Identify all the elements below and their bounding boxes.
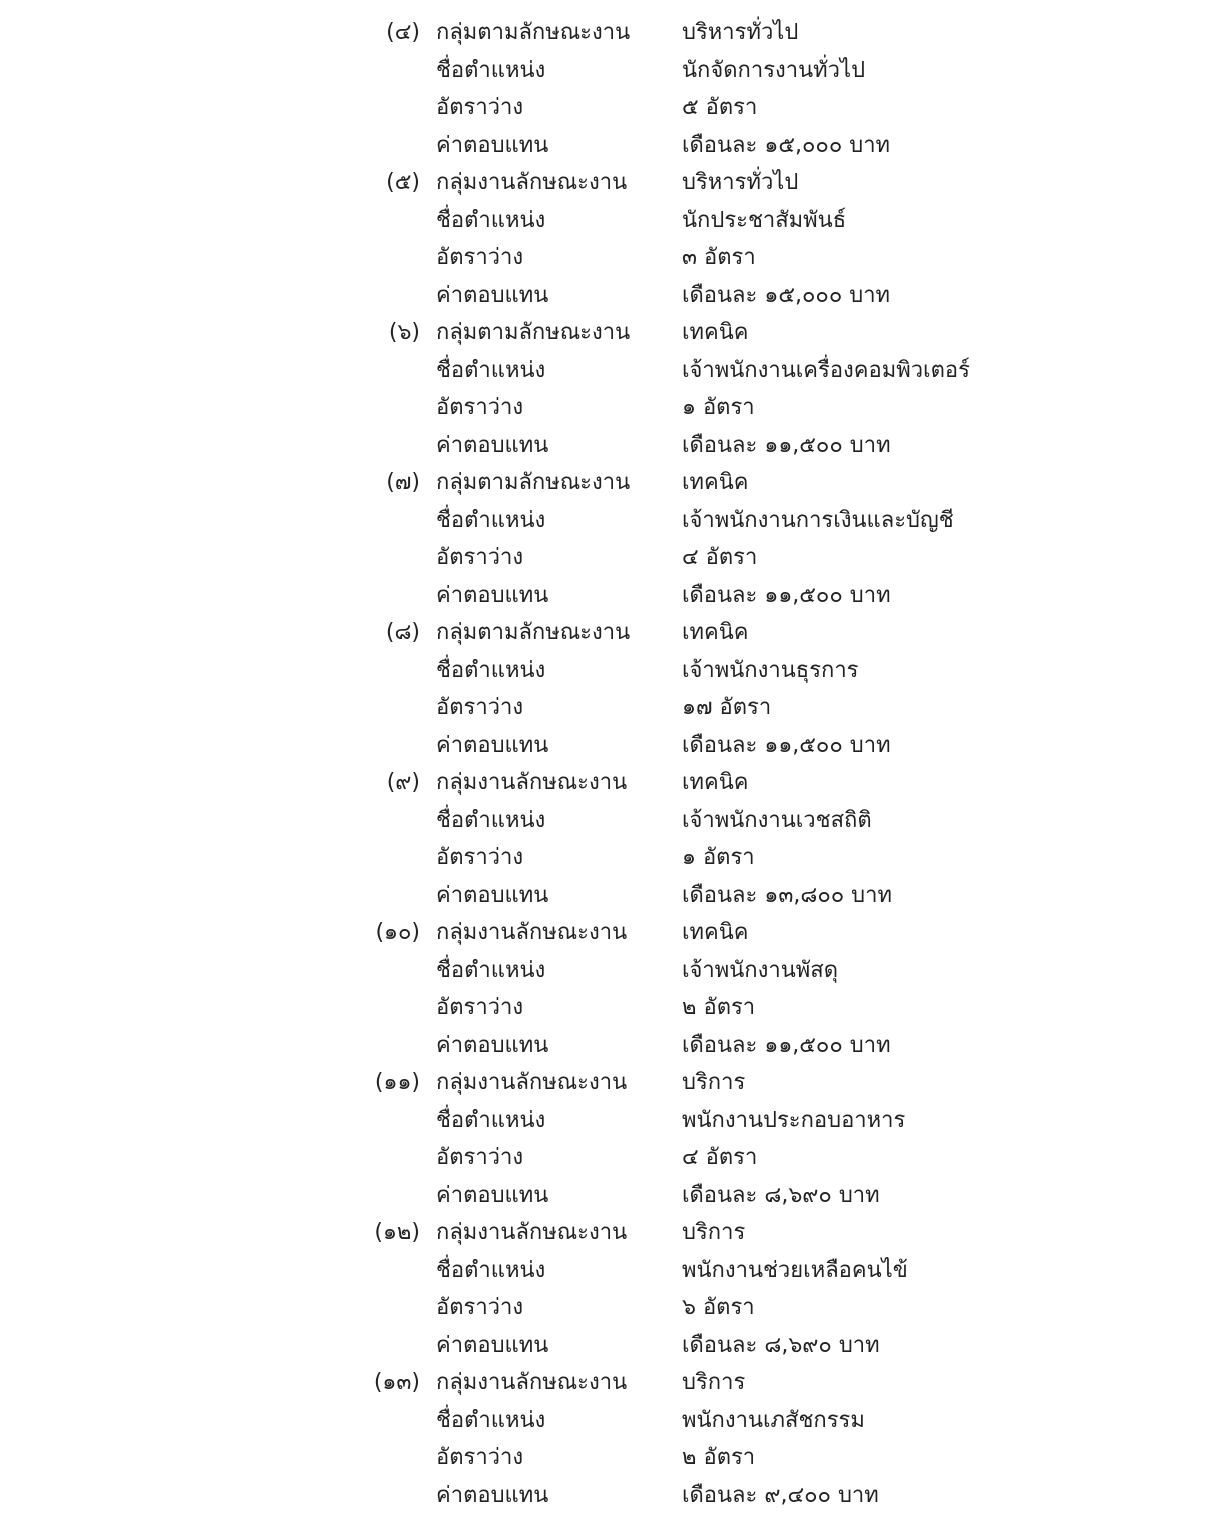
position-row	[0, 1102, 1228, 1140]
group-label: กลุ่มตามลักษณะงาน	[436, 620, 631, 645]
compensation-row	[0, 727, 1228, 765]
position-row	[0, 502, 1228, 540]
vacancies-label: อัตราว่าง	[436, 1445, 524, 1470]
vacancies-label: อัตราว่าง	[436, 845, 524, 870]
group-label: กลุ่มตามลักษณะงาน	[436, 470, 631, 495]
group-label: กลุ่มงานลักษณะงาน	[436, 1370, 628, 1395]
position-value: เจ้าพนักงานธุรการ	[682, 657, 859, 683]
item-number: (๘)	[385, 620, 420, 645]
position-row	[0, 1402, 1228, 1440]
position-label: ชื่อตำแหน่ง	[436, 957, 546, 983]
position-label: ชื่อตำแหน่ง	[436, 357, 546, 383]
group-value: เทคนิค	[682, 620, 749, 645]
vacancies-value: ๕ อัตรา	[682, 95, 758, 120]
compensation-value: เดือนละ ๑๑,๕๐๐ บาท	[682, 732, 891, 758]
group-value: เทคนิค	[682, 920, 749, 945]
group-row	[0, 764, 1228, 802]
group-row	[0, 14, 1228, 52]
vacancies-row	[0, 389, 1228, 427]
vacancies-row	[0, 1439, 1228, 1477]
vacancies-row	[0, 539, 1228, 577]
compensation-value: เดือนละ ๘,๖๙๐ บาท	[682, 1332, 880, 1358]
compensation-value: เดือนละ ๑๓,๘๐๐ บาท	[682, 882, 892, 908]
group-row	[0, 1214, 1228, 1252]
position-row	[0, 202, 1228, 240]
group-row	[0, 614, 1228, 652]
item-number: (๑๑)	[374, 1070, 420, 1095]
vacancies-row	[0, 89, 1228, 127]
compensation-value: เดือนละ ๑๑,๕๐๐ บาท	[682, 1032, 891, 1058]
compensation-row	[0, 127, 1228, 165]
compensation-label: ค่าตอบแทน	[436, 432, 549, 458]
group-value: บริหารทั่วไป	[682, 170, 799, 195]
position-label: ชื่อตำแหน่ง	[436, 507, 546, 533]
position-row	[0, 802, 1228, 840]
group-row	[0, 914, 1228, 952]
vacancy-item	[0, 464, 1228, 614]
vacancies-value: ๓ อัตรา	[682, 245, 756, 270]
item-number: (๖)	[388, 320, 420, 345]
position-value: พนักงานช่วยเหลือคนไข้	[682, 1257, 908, 1283]
group-row	[0, 164, 1228, 202]
vacancy-item	[0, 14, 1228, 164]
vacancies-label: อัตราว่าง	[436, 545, 524, 570]
compensation-value: เดือนละ ๑๑,๕๐๐ บาท	[682, 432, 891, 458]
group-label: กลุ่มตามลักษณะงาน	[436, 20, 631, 45]
group-label: กลุ่มงานลักษณะงาน	[436, 920, 628, 945]
vacancies-value: ๒ อัตรา	[682, 995, 756, 1020]
position-label: ชื่อตำแหน่ง	[436, 1407, 546, 1433]
position-value: นักจัดการงานทั่วไป	[682, 57, 866, 83]
item-number: (๕)	[386, 170, 420, 195]
vacancies-row	[0, 839, 1228, 877]
item-number: (๙)	[386, 770, 420, 795]
compensation-label: ค่าตอบแทน	[436, 1482, 549, 1508]
position-row	[0, 1252, 1228, 1290]
group-row	[0, 464, 1228, 502]
group-row	[0, 1364, 1228, 1402]
position-row	[0, 652, 1228, 690]
compensation-row	[0, 277, 1228, 315]
vacancies-value: ๑ อัตรา	[682, 845, 755, 870]
group-row	[0, 1064, 1228, 1102]
group-value: เทคนิค	[682, 320, 749, 345]
compensation-value: เดือนละ ๑๕,๐๐๐ บาท	[682, 132, 891, 158]
position-value: พนักงานประกอบอาหาร	[682, 1107, 906, 1133]
compensation-label: ค่าตอบแทน	[436, 1332, 549, 1358]
group-row	[0, 314, 1228, 352]
vacancies-row	[0, 689, 1228, 727]
vacancies-row	[0, 239, 1228, 277]
vacancies-label: อัตราว่าง	[436, 395, 524, 420]
compensation-value: เดือนละ ๑๕,๐๐๐ บาท	[682, 282, 891, 308]
vacancies-row	[0, 1289, 1228, 1327]
position-row	[0, 352, 1228, 390]
vacancy-item	[0, 314, 1228, 464]
compensation-label: ค่าตอบแทน	[436, 882, 549, 908]
vacancies-label: อัตราว่าง	[436, 1145, 524, 1170]
vacancies-value: ๒ อัตรา	[682, 1445, 756, 1470]
vacancies-value: ๔ อัตรา	[682, 1145, 758, 1170]
item-number: (๑๓)	[373, 1370, 420, 1395]
compensation-row	[0, 877, 1228, 915]
compensation-value: เดือนละ ๑๑,๕๐๐ บาท	[682, 582, 891, 608]
group-label: กลุ่มงานลักษณะงาน	[436, 1070, 628, 1095]
vacancies-row	[0, 989, 1228, 1027]
compensation-label: ค่าตอบแทน	[436, 582, 549, 608]
vacancy-item	[0, 914, 1228, 1064]
item-number: (๑๐)	[375, 920, 420, 945]
vacancies-value: ๑ อัตรา	[682, 395, 755, 420]
group-value: บริหารทั่วไป	[682, 20, 799, 45]
compensation-row	[0, 1477, 1228, 1515]
group-label: กลุ่มตามลักษณะงาน	[436, 320, 631, 345]
position-value: เจ้าพนักงานเครื่องคอมพิวเตอร์	[682, 357, 970, 383]
compensation-row	[0, 1327, 1228, 1365]
position-label: ชื่อตำแหน่ง	[436, 1257, 546, 1283]
position-label: ชื่อตำแหน่ง	[436, 57, 546, 83]
group-label: กลุ่มงานลักษณะงาน	[436, 770, 628, 795]
position-value: นักประชาสัมพันธ์	[682, 207, 847, 233]
vacancy-item	[0, 614, 1228, 764]
vacancies-label: อัตราว่าง	[436, 245, 524, 270]
vacancies-row	[0, 1139, 1228, 1177]
group-value: บริการ	[682, 1370, 746, 1395]
vacancies-label: อัตราว่าง	[436, 1295, 524, 1320]
position-row	[0, 52, 1228, 90]
vacancies-value: ๖ อัตรา	[682, 1295, 755, 1320]
position-value: พนักงานเภสัชกรรม	[682, 1407, 865, 1433]
vacancy-item	[0, 1064, 1228, 1214]
item-number: (๔)	[386, 20, 420, 45]
compensation-value: เดือนละ ๘,๖๙๐ บาท	[682, 1182, 880, 1208]
compensation-row	[0, 427, 1228, 465]
compensation-label: ค่าตอบแทน	[436, 1032, 549, 1058]
vacancies-label: อัตราว่าง	[436, 95, 524, 120]
position-value: เจ้าพนักงานเวชสถิติ	[682, 807, 872, 833]
vacancies-value: ๔ อัตรา	[682, 545, 758, 570]
position-label: ชื่อตำแหน่ง	[436, 1107, 546, 1133]
position-label: ชื่อตำแหน่ง	[436, 657, 546, 683]
vacancy-item	[0, 764, 1228, 914]
compensation-row	[0, 1177, 1228, 1215]
item-number: (๗)	[386, 470, 420, 495]
vacancy-item	[0, 1364, 1228, 1514]
vacancies-value: ๑๗ อัตรา	[682, 695, 772, 720]
vacancies-label: อัตราว่าง	[436, 995, 524, 1020]
job-vacancy-list	[0, 14, 1228, 1514]
item-number: (๑๒)	[374, 1220, 420, 1245]
position-row	[0, 952, 1228, 990]
group-value: เทคนิค	[682, 470, 749, 495]
group-value: เทคนิค	[682, 770, 749, 795]
vacancy-item	[0, 164, 1228, 314]
compensation-label: ค่าตอบแทน	[436, 732, 549, 758]
compensation-value: เดือนละ ๙,๔๐๐ บาท	[682, 1482, 879, 1508]
group-label: กลุ่มงานลักษณะงาน	[436, 1220, 628, 1245]
group-value: บริการ	[682, 1220, 746, 1245]
position-value: เจ้าพนักงานพัสดุ	[682, 957, 838, 983]
position-label: ชื่อตำแหน่ง	[436, 207, 546, 233]
position-value: เจ้าพนักงานการเงินและบัญชี	[682, 507, 954, 533]
compensation-label: ค่าตอบแทน	[436, 282, 549, 308]
group-value: บริการ	[682, 1070, 746, 1095]
compensation-label: ค่าตอบแทน	[436, 1182, 549, 1208]
compensation-row	[0, 577, 1228, 615]
compensation-row	[0, 1027, 1228, 1065]
compensation-label: ค่าตอบแทน	[436, 132, 549, 158]
vacancies-label: อัตราว่าง	[436, 695, 524, 720]
vacancy-item	[0, 1214, 1228, 1364]
position-label: ชื่อตำแหน่ง	[436, 807, 546, 833]
group-label: กลุ่มงานลักษณะงาน	[436, 170, 628, 195]
